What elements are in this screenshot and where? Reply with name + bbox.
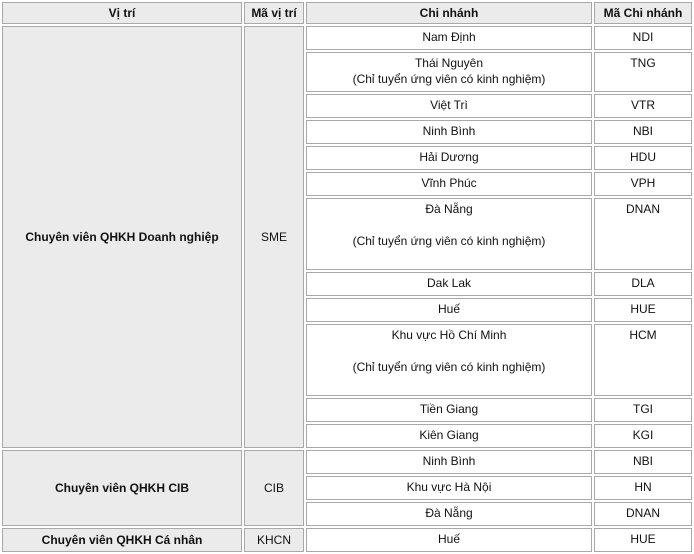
branch-code-cell: KGI xyxy=(594,424,692,448)
branch-cell: Kiên Giang xyxy=(306,424,592,448)
branch-code-cell: HN xyxy=(594,476,692,500)
branch-cell: Đà Nẵng xyxy=(306,502,592,526)
position-cell: Chuyên viên QHKH Cá nhân xyxy=(2,528,242,552)
branch-code-cell: HUE xyxy=(594,528,692,552)
branch-cell: Hải Dương xyxy=(306,146,592,170)
branch-code-cell: NBI xyxy=(594,120,692,144)
position-code-cell: KHCN xyxy=(244,528,304,552)
table-row xyxy=(2,528,692,552)
branch-code-cell: HUE xyxy=(594,298,692,322)
branch-note: (Chỉ tuyển ứng viên có kinh nghiệm) xyxy=(352,72,546,86)
header-position-code: Mã vị trí xyxy=(244,2,304,24)
branch-cell: Khu vực Hồ Chí Minh (Chỉ tuyển ứng viên có kinh nghiệm) xyxy=(306,324,592,396)
branch-code-cell: NDI xyxy=(594,26,692,50)
position-cell: Chuyên viên QHKH Doanh nghiệp xyxy=(2,26,242,448)
branch-cell: Thái Nguyên (Chỉ tuyển ứng viên có kinh nghiệm) xyxy=(306,52,592,92)
branch-code-cell: VTR xyxy=(594,94,692,118)
branch-code-cell: DLA xyxy=(594,272,692,296)
branch-note: (Chỉ tuyển ứng viên có kinh nghiệm) xyxy=(352,234,546,248)
header-row xyxy=(2,2,692,24)
position-cell: Chuyên viên QHKH CIB xyxy=(2,450,242,526)
branch-code-cell: TNG xyxy=(594,52,692,92)
branch-cell: Dak Lak xyxy=(306,272,592,296)
branch-cell: Ninh Bình xyxy=(306,120,592,144)
branch-code-cell: DNAN xyxy=(594,502,692,526)
table-row xyxy=(2,450,692,474)
header-branch-code: Mã Chi nhánh xyxy=(594,2,692,24)
branch-code-cell: TGI xyxy=(594,398,692,422)
position-code-cell: CIB xyxy=(244,450,304,526)
branch-code-cell: VPH xyxy=(594,172,692,196)
branch-cell: Nam Định xyxy=(306,26,592,50)
branch-cell: Đà Nẵng (Chỉ tuyển ứng viên có kinh nghiệm) xyxy=(306,198,592,270)
branch-cell: Ninh Bình xyxy=(306,450,592,474)
branch-cell: Huế xyxy=(306,528,592,552)
branch-cell: Khu vực Hà Nội xyxy=(306,476,592,500)
position-code-cell: SME xyxy=(244,26,304,448)
branch-cell: Huế xyxy=(306,298,592,322)
table-row xyxy=(2,26,692,50)
branch-code-cell: HCM xyxy=(594,324,692,396)
header-position: Vị trí xyxy=(2,2,242,24)
branch-code-cell: DNAN xyxy=(594,198,692,270)
branch-cell: Việt Trì xyxy=(306,94,592,118)
header-branch: Chi nhánh xyxy=(306,2,592,24)
branch-cell: Tiền Giang xyxy=(306,398,592,422)
branch-note: (Chỉ tuyển ứng viên có kinh nghiệm) xyxy=(352,360,546,374)
branch-code-cell: NBI xyxy=(594,450,692,474)
branch-cell: Vĩnh Phúc xyxy=(306,172,592,196)
branch-code-cell: HDU xyxy=(594,146,692,170)
